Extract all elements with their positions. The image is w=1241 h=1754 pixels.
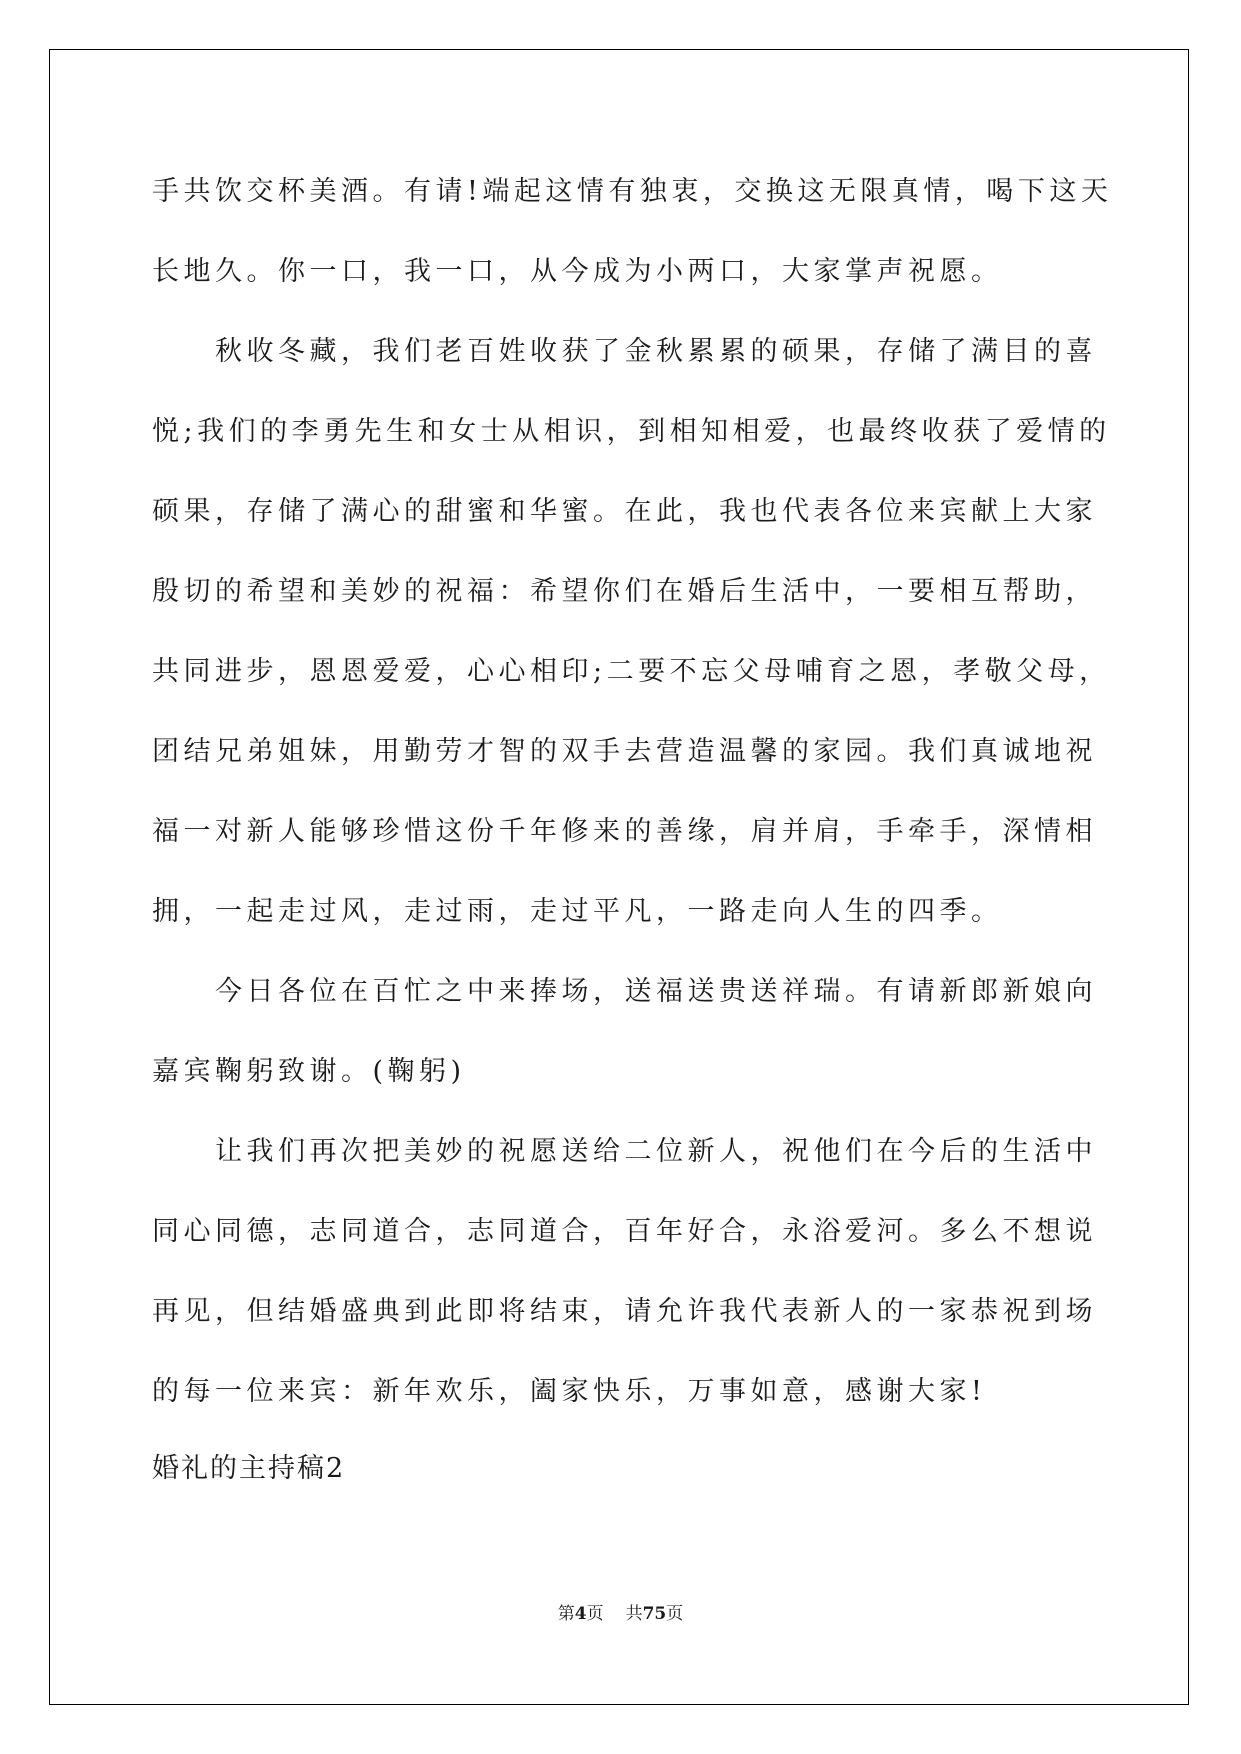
section-heading: 婚礼的主持稿2: [152, 1453, 346, 1484]
text-line: 今日各位在百忙之中来捧场，送福送贵送祥瑞。有请新郎新娘向: [215, 976, 1097, 1007]
total-prefix: 共: [625, 1604, 643, 1624]
text-line: 殷切的希望和美妙的祝福：希望你们在婚后生活中，一要相互帮助，: [152, 576, 1097, 607]
page-prefix: 第: [557, 1604, 575, 1624]
text-line: 硕果，存储了满心的甜蜜和华蜜。在此，我也代表各位来宾献上大家: [152, 496, 1097, 527]
page-footer: [0, 1599, 1241, 1624]
text-line: 共同进步，恩恩爱爱，心心相印;二要不忘父母哺育之恩，孝敬父母，: [152, 656, 1111, 687]
paragraph: [152, 312, 1111, 952]
text-line: 嘉宾鞠躬致谢。(鞠躬): [152, 1056, 466, 1087]
text-line: 手共饮交杯美酒。有请!端起这情有独衷，交换这无限真情，喝下这天: [152, 176, 1113, 207]
page-number: 4: [574, 1604, 587, 1624]
paragraph: [152, 1112, 1097, 1432]
text-line: 的每一位来宾：新年欢乐，阖家快乐，万事如意，感谢大家!: [152, 1376, 987, 1407]
paragraph: [152, 152, 1113, 312]
text-line: 拥，一起走过风，走过雨，走过平凡，一路走向人生的四季。: [152, 896, 1003, 927]
page-suffix: 页: [586, 1604, 604, 1624]
text-line: 再见，但结婚盛典到此即将结束，请允许我代表新人的一家恭祝到场: [152, 1296, 1097, 1327]
text-line: 团结兄弟姐妹，用勤劳才智的双手去营造温馨的家园。我们真诚地祝: [152, 736, 1097, 767]
text-line: 长地久。你一口，我一口，从今成为小两口，大家掌声祝愿。: [152, 256, 1003, 287]
text-line: 秋收冬藏，我们老百姓收获了金秋累累的硕果，存储了满目的喜: [215, 336, 1097, 367]
total-pages: 75: [642, 1604, 667, 1624]
text-line: 悦;我们的李勇先生和女士从相识，到相知相爱，也最终收获了爱情的: [152, 416, 1111, 447]
document-body: [152, 152, 1113, 1504]
paragraph: [152, 952, 1097, 1112]
text-line: 让我们再次把美妙的祝愿送给二位新人，祝他们在今后的生活中: [215, 1136, 1097, 1167]
text-line: 福一对新人能够珍惜这份千年修来的善缘，肩并肩，手牵手，深情相: [152, 816, 1097, 847]
total-suffix: 页: [666, 1604, 684, 1624]
text-line: 同心同德，志同道合，志同道合，百年好合，永浴爱河。多么不想说: [152, 1216, 1097, 1247]
